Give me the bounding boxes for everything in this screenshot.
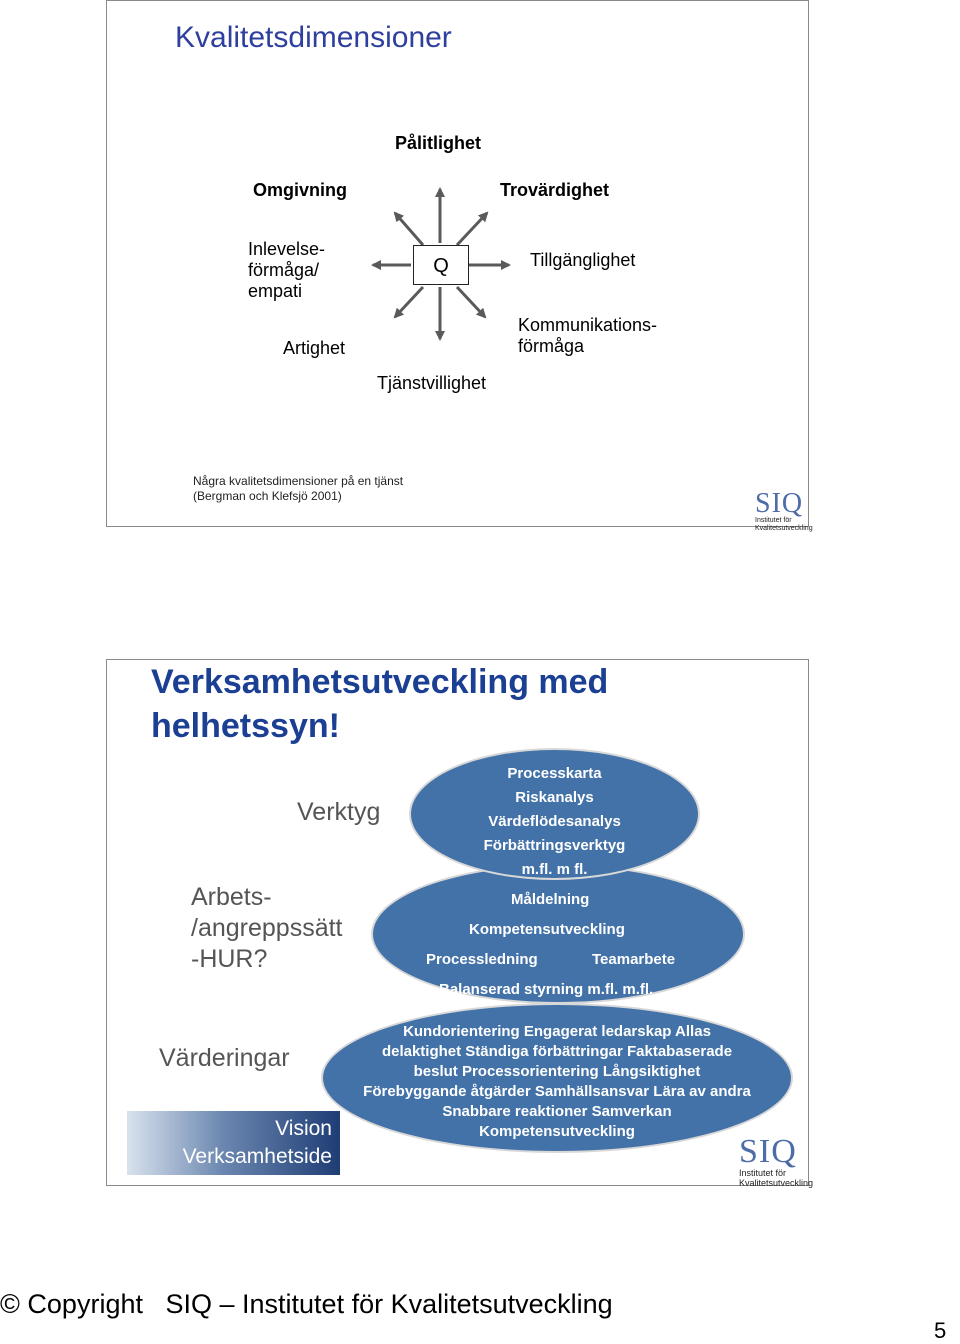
- methods-kompetensutveckling: Kompetensutveckling: [469, 921, 625, 938]
- dim-palitlighet: Pålitlighet: [395, 133, 482, 153]
- methods-processledning: Processledning: [426, 951, 538, 968]
- arrow-lower-right: [457, 287, 485, 317]
- footer-text: Copyright SIQ – Institutet för Kvalitetsutveckling: [27, 1289, 613, 1319]
- methods-balanserad-styrning: Balanserad styrning m.fl. m.fl.: [439, 981, 654, 998]
- slide-title: Kvalitetsdimensioner: [175, 21, 452, 54]
- dim-inlevelseformaga: Inlevelse- förmåga/ empati: [248, 239, 326, 301]
- arrow-upper-right: [457, 213, 487, 245]
- dim-artighet: Artighet: [283, 338, 346, 358]
- values-text: Kundorientering Engagerat ledarskap Allas delaktighet Ständiga förbättringar Faktabaserade beslut Processorientering Långsiktighet Förebyggande åtgärder Samhällsansvar Lära av andra Snabbare reaktioner Samverkan Kompetensutveckling: [363, 1023, 751, 1140]
- quality-center-box: Q: [413, 245, 469, 285]
- dim-trovardighet: Trovärdighet: [500, 180, 610, 200]
- dim-omgivning: Omgivning: [253, 180, 347, 200]
- dim-tillganglighet: Tillgänglighet: [530, 250, 636, 270]
- label-verktyg: Verktyg: [297, 798, 381, 826]
- page-number: 5: [934, 1318, 947, 1343]
- siq-logo: SIQ Institutet för Kvalitetsutveckling: [739, 1133, 814, 1188]
- arrow-upper-left: [395, 213, 423, 245]
- siq-logo: SIQ Institutet för Kvalitetsutveckling: [755, 488, 813, 532]
- label-arbetssatt: Arbets- /angreppssätt -HUR?: [191, 883, 343, 973]
- copyright-icon: ©: [0, 1289, 20, 1319]
- slide-caption: Några kvalitetsdimensioner på en tjänst (Bergman och Klefsjö 2001): [193, 474, 404, 503]
- vision-box: Vision Verksamhetside: [127, 1111, 340, 1175]
- methods-maldelning: Måldelning: [511, 891, 590, 908]
- dim-tjanstvillighet: Tjänstvillighet: [377, 373, 487, 393]
- methods-teamarbete: Teamarbete: [592, 951, 676, 968]
- slide-verksamhetsutveckling: [106, 659, 814, 1188]
- slide-title: Verksamhetsutveckling med helhetssyn!: [151, 663, 609, 745]
- label-varderingar: Värderingar: [159, 1044, 290, 1072]
- dim-kommunikationsformaga: Kommunikations- förmåga: [518, 315, 658, 356]
- footer-copyright: [0, 1289, 613, 1320]
- tools-text: Processkarta Riskanalys Värdeflödesanalys Förbättringsverktyg m.fl. m fl.: [483, 765, 626, 878]
- slide-kvalitetsdimensioner: [106, 0, 813, 532]
- arrow-lower-left: [395, 287, 423, 317]
